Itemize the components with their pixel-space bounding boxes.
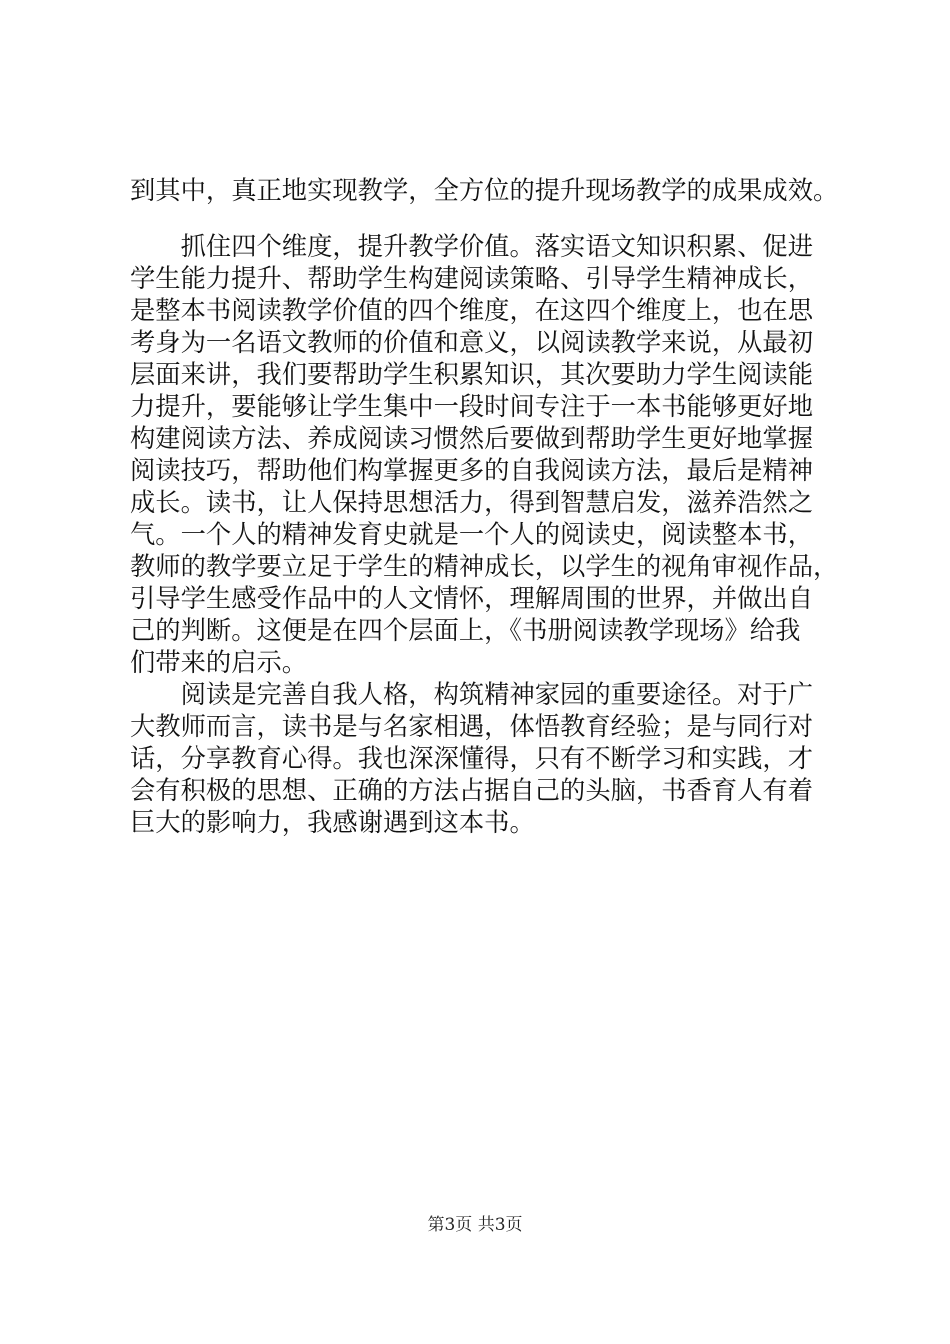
text-line: 大教师而言，读书是与名家相遇，体悟教育经验；是与同行对	[130, 712, 814, 741]
text-line: 引导学生感受作品中的人文情怀，理解周围的世界，并做出自	[130, 584, 814, 613]
text-line: 们带来的启示。	[130, 648, 308, 677]
text-line: 会有积极的思想、正确的方法占据自己的头脑，书香育人有着	[130, 776, 814, 805]
text-line: 是整本书阅读教学价值的四个维度，在这四个维度上，也在思	[130, 296, 814, 325]
text-line: 考身为一名语文教师的价值和意义，以阅读教学来说，从最初	[130, 328, 814, 357]
text-line: 层面来讲，我们要帮助学生积累知识，其次要助力学生阅读能	[130, 360, 814, 389]
text-line: 阅读是完善自我人格，构筑精神家园的重要途径。对于广	[130, 680, 814, 709]
text-line: 到其中，真正地实现教学，全方位的提升现场教学的成果成效。	[130, 176, 839, 205]
text-line: 力提升，要能够让学生集中一段时间专注于一本书能够更好地	[130, 392, 814, 421]
text-line: 成长。读书，让人保持思想活力，得到智慧启发，滋养浩然之	[130, 488, 814, 517]
page-footer: 第3页 共3页	[427, 1215, 523, 1235]
text-line: 学生能力提升、帮助学生构建阅读策略、引导学生精神成长，	[130, 264, 814, 293]
text-line: 构建阅读方法、养成阅读习惯然后要做到帮助学生更好地掌握	[130, 424, 814, 453]
text-line: 话，分享教育心得。我也深深懂得，只有不断学习和实践，才	[130, 744, 814, 773]
text-line: 气。一个人的精神发育史就是一个人的阅读史，阅读整本书，	[130, 520, 814, 549]
text-line: 阅读技巧，帮助他们构掌握更多的自我阅读方法，最后是精神	[130, 456, 814, 485]
text-line: 抓住四个维度，提升教学价值。落实语文知识积累、促进	[130, 232, 814, 261]
text-line: 己的判断。这便是在四个层面上，《书册阅读教学现场》给我	[130, 616, 801, 645]
text-line: 巨大的影响力，我感谢遇到这本书。	[130, 808, 535, 837]
text-line: 教师的教学要立足于学生的精神成长，以学生的视角审视作品，	[130, 552, 839, 581]
